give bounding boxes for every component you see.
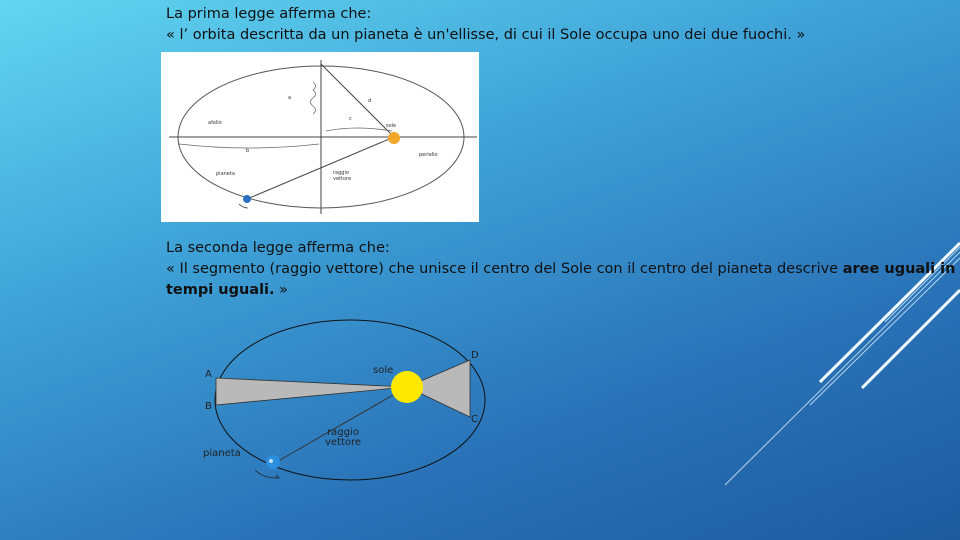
point-B-label: B bbox=[205, 401, 212, 412]
perielio-label: perielio bbox=[419, 152, 438, 158]
sole-label-fig1: sole bbox=[386, 123, 397, 129]
second-law-quote-text: « Il segmento (raggio vettore) che unisce il centro del Sole con il centro del pianeta descrive bbox=[166, 261, 839, 277]
second-law-intro: La seconda legge afferma che: bbox=[166, 240, 390, 256]
semi-major-a-label: a bbox=[288, 95, 292, 101]
point-C-label: C bbox=[471, 414, 478, 425]
segment-label-c: c bbox=[349, 116, 352, 122]
second-law-quote bbox=[166, 259, 956, 301]
pianeta-label-fig1: pianeta bbox=[216, 171, 235, 177]
area-AB bbox=[216, 378, 407, 405]
second-law-quote-bold: aree uguali in tempi uguali. bbox=[166, 261, 956, 298]
segment-label-d: d bbox=[368, 98, 372, 104]
planet-dot bbox=[243, 195, 251, 203]
second-law-text bbox=[166, 238, 956, 301]
planet-circle bbox=[266, 455, 280, 469]
second-law-diagram bbox=[195, 318, 505, 488]
raggio-label-fig2: raggio bbox=[327, 427, 359, 438]
first-law-quote: « l’ orbita descritta da un pianeta è un'ellisse, di cui il Sole occupa uno dei due fuochi. » bbox=[166, 27, 806, 43]
point-D-label: D bbox=[471, 350, 479, 361]
sole-label-fig2: sole bbox=[373, 365, 394, 376]
vettore-label-fig2: vettore bbox=[325, 437, 362, 448]
first-law-text bbox=[166, 4, 805, 46]
sun-focus bbox=[388, 132, 400, 144]
first-law-intro: La prima legge afferma che: bbox=[166, 6, 372, 22]
raggio-label-fig1: raggio bbox=[333, 170, 349, 176]
pianeta-label-fig2: pianeta bbox=[203, 448, 241, 459]
sun-circle bbox=[391, 371, 423, 403]
second-law-quote-end: » bbox=[279, 282, 289, 298]
vettore-label-fig1: vettore bbox=[333, 176, 352, 182]
point-A-label: A bbox=[205, 369, 212, 380]
first-law-diagram bbox=[161, 52, 479, 222]
segment-label-b: b bbox=[246, 148, 250, 154]
afelio-label: afelio bbox=[208, 120, 222, 126]
